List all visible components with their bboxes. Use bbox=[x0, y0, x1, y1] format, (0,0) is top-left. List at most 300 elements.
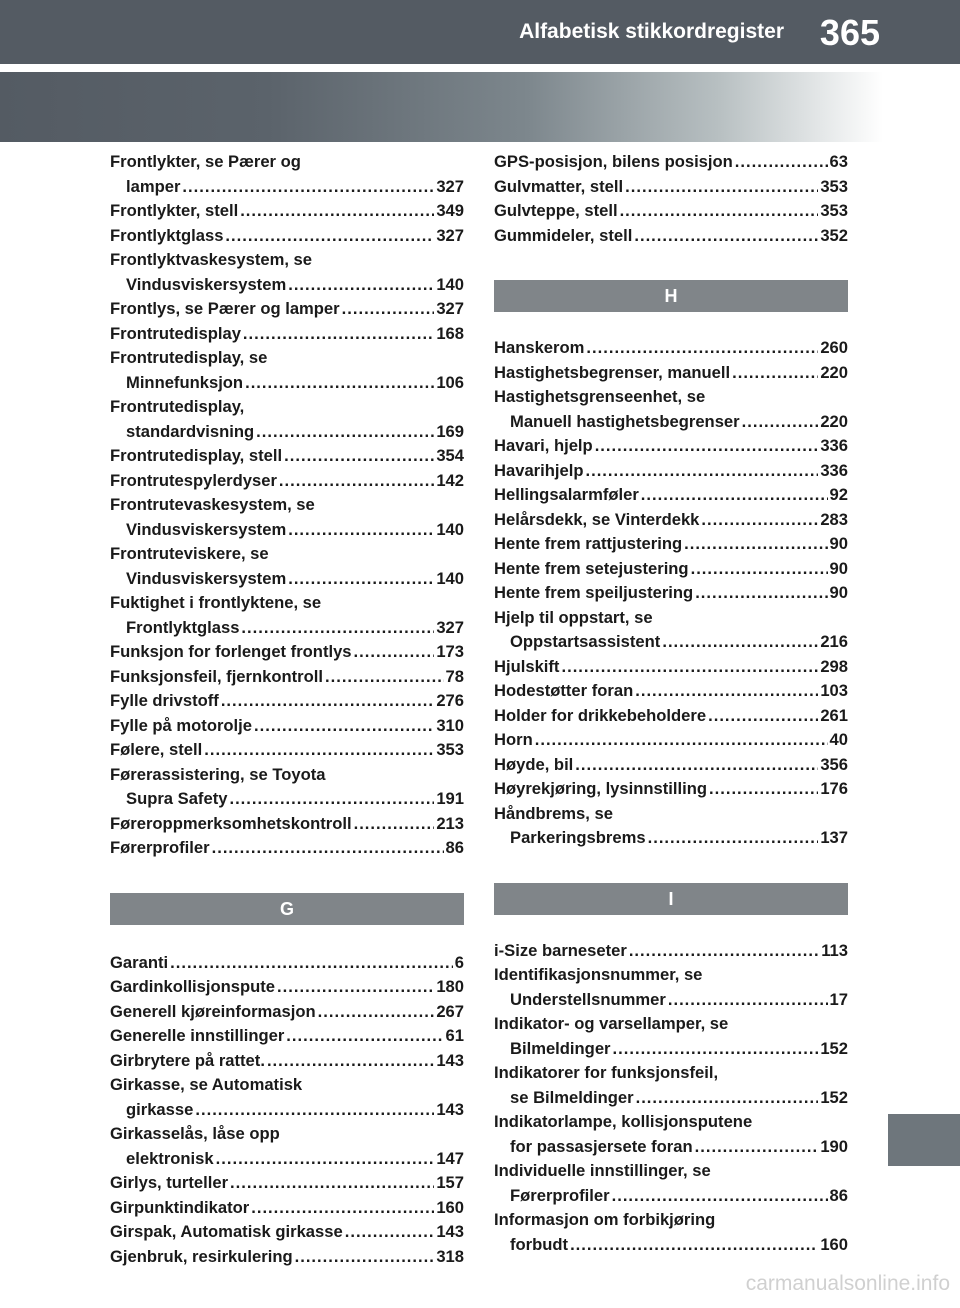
page-reference: 160 bbox=[820, 1234, 848, 1254]
page-reference: 140 bbox=[436, 274, 464, 294]
index-term: for passasjersete foran bbox=[510, 1136, 693, 1156]
index-term: Hastighetsgrenseenhet, se bbox=[494, 387, 706, 406]
page-reference: 336 bbox=[820, 436, 848, 455]
index-entry-line bbox=[494, 777, 848, 802]
index-entry-line bbox=[494, 1061, 848, 1086]
index-entry-line bbox=[110, 542, 464, 567]
index-entry-line bbox=[110, 616, 464, 641]
page-reference: 147 bbox=[436, 1148, 464, 1168]
index-entry-line bbox=[110, 1098, 464, 1123]
index-term: Indikatorlampe, kollisjonsputene bbox=[494, 1112, 753, 1131]
index-entry-line bbox=[494, 802, 848, 827]
index-entry bbox=[110, 542, 464, 591]
index-entry bbox=[494, 224, 848, 249]
index-entry-line bbox=[110, 951, 464, 976]
page-reference: 137 bbox=[820, 828, 848, 847]
dot-leader bbox=[267, 1049, 434, 1074]
index-term: Indikatorer for funksjonsfeil, bbox=[494, 1063, 719, 1082]
index-term: Fylle drivstoff bbox=[110, 691, 219, 710]
index-entry-line bbox=[494, 1110, 848, 1135]
index-term: Havarihjelp bbox=[494, 460, 584, 480]
index-entry-line bbox=[110, 836, 464, 861]
page-reference: 152 bbox=[820, 1087, 848, 1107]
page-reference: 298 bbox=[820, 656, 848, 676]
index-entry-line bbox=[494, 728, 848, 753]
index-term: Hastighetsbegrenser, manuell bbox=[494, 362, 731, 382]
index-entry-line bbox=[110, 1122, 464, 1147]
page-reference: 327 bbox=[436, 176, 464, 196]
index-term: Frontlys, se Pærer og lamper bbox=[110, 299, 340, 318]
dot-leader bbox=[354, 812, 435, 837]
index-entry bbox=[494, 532, 848, 557]
index-entry-line bbox=[110, 1024, 464, 1049]
index-entry-line bbox=[110, 975, 464, 1000]
index-entry bbox=[494, 385, 848, 434]
index-entry-line bbox=[494, 557, 848, 582]
page-reference: 113 bbox=[821, 940, 848, 960]
index-entry-line bbox=[110, 420, 464, 445]
index-entry-line bbox=[494, 963, 848, 988]
index-entry bbox=[110, 469, 464, 494]
index-entry bbox=[110, 1000, 464, 1025]
entry-list-f bbox=[110, 150, 464, 861]
dot-leader bbox=[318, 1000, 435, 1025]
index-entry-line bbox=[494, 826, 848, 851]
index-entry bbox=[110, 322, 464, 347]
page-reference: 220 bbox=[820, 362, 848, 382]
index-term: Manuell hastighetsbegrenser bbox=[510, 411, 740, 431]
index-entry bbox=[494, 459, 848, 484]
index-entry-line bbox=[494, 434, 848, 459]
dot-leader bbox=[634, 224, 818, 249]
index-term: Girpunktindikator bbox=[110, 1197, 250, 1217]
dot-leader bbox=[216, 1147, 435, 1172]
index-term: Indikator- og varsellamper, se bbox=[494, 1014, 729, 1033]
index-entry-line bbox=[494, 1135, 848, 1160]
index-entry-line bbox=[494, 630, 848, 655]
page-reference: 6 bbox=[454, 952, 464, 972]
dot-leader bbox=[345, 1220, 435, 1245]
dot-leader bbox=[535, 728, 828, 753]
index-entry bbox=[494, 150, 848, 175]
index-entry bbox=[494, 728, 848, 753]
index-entry-line bbox=[110, 371, 464, 396]
index-entry bbox=[494, 777, 848, 802]
index-entry-line bbox=[494, 939, 848, 964]
index-entry-line bbox=[110, 714, 464, 739]
index-entry bbox=[110, 1122, 464, 1171]
index-entry bbox=[494, 508, 848, 533]
dot-leader bbox=[586, 336, 818, 361]
index-term: Førerassistering, se Toyota bbox=[110, 764, 326, 784]
dot-leader bbox=[243, 322, 434, 347]
index-term: Girkasselås, låse opp bbox=[110, 1124, 280, 1143]
index-entry bbox=[494, 361, 848, 386]
index-entry-line bbox=[494, 199, 848, 224]
index-entry bbox=[110, 1073, 464, 1122]
index-term: Frontlyktglass bbox=[110, 225, 224, 245]
page-reference: 169 bbox=[436, 421, 464, 441]
index-entry-line bbox=[110, 273, 464, 298]
index-term: Funksjonsfeil, fjernkontroll bbox=[110, 666, 323, 686]
index-term: Høyrekjøring, lysinnstilling bbox=[494, 779, 707, 798]
index-entry-line bbox=[110, 640, 464, 665]
entry-list-i bbox=[494, 939, 848, 1258]
index-entry-line bbox=[494, 532, 848, 557]
index-term: Helårsdekk, se Vinterdekk bbox=[494, 509, 700, 529]
index-entry-line bbox=[110, 322, 464, 347]
index-entry-line bbox=[110, 689, 464, 714]
page-reference: 152 bbox=[820, 1038, 848, 1058]
page-reference: 260 bbox=[820, 338, 848, 357]
index-term: Frontrutevaskesystem, se bbox=[110, 495, 315, 514]
index-entry-line bbox=[494, 175, 848, 200]
page-reference: 310 bbox=[436, 715, 464, 735]
index-entry bbox=[110, 812, 464, 837]
index-entry bbox=[110, 951, 464, 976]
dot-leader bbox=[212, 836, 444, 861]
page-reference: 180 bbox=[436, 977, 464, 996]
page-reference: 90 bbox=[829, 534, 848, 553]
index-entry-line bbox=[110, 1049, 464, 1074]
index-term: i-Size barneseter bbox=[494, 940, 627, 960]
dot-leader bbox=[636, 1086, 819, 1111]
index-term: Føreroppmerksomhetskontroll bbox=[110, 813, 352, 833]
index-entry-line bbox=[494, 704, 848, 729]
dot-leader bbox=[288, 518, 434, 543]
index-term: GPS-posisjon, bilens posisjon bbox=[494, 152, 733, 171]
index-entry-line bbox=[494, 336, 848, 361]
index-term: Frontlykter, se Pærer og bbox=[110, 152, 301, 171]
index-term: Frontlyktglass bbox=[126, 617, 240, 637]
index-term: girkasse bbox=[126, 1099, 194, 1119]
dot-leader bbox=[585, 459, 818, 484]
index-entry bbox=[110, 738, 464, 763]
section-title: Alfabetisk stikkordregister bbox=[519, 20, 784, 43]
dot-leader bbox=[230, 1171, 434, 1196]
index-entry bbox=[110, 248, 464, 297]
index-term: se Bilmeldinger bbox=[510, 1087, 634, 1107]
index-term: Frontrutespylerdyser bbox=[110, 470, 277, 490]
index-entry bbox=[494, 1061, 848, 1110]
index-column-left bbox=[110, 150, 464, 1269]
index-entry-line bbox=[110, 199, 464, 224]
index-entry-line bbox=[494, 679, 848, 704]
page-reference: 86 bbox=[829, 1185, 848, 1205]
index-entry bbox=[494, 199, 848, 224]
index-term: Horn bbox=[494, 730, 533, 749]
index-entry-line bbox=[110, 665, 464, 690]
page-reference: 90 bbox=[829, 558, 848, 578]
index-term: Gulvteppe, stell bbox=[494, 201, 618, 220]
index-term: Garanti bbox=[110, 952, 169, 972]
index-entry-line bbox=[494, 988, 848, 1013]
index-term: Hente frem speiljustering bbox=[494, 583, 694, 602]
page-reference: 61 bbox=[445, 1026, 464, 1045]
index-entry-line bbox=[110, 297, 464, 322]
page-reference: 318 bbox=[436, 1246, 464, 1266]
dot-leader bbox=[695, 1135, 819, 1160]
page-reference: 213 bbox=[436, 813, 464, 833]
index-entry-line bbox=[110, 1147, 464, 1172]
page-reference: 261 bbox=[820, 705, 848, 725]
index-entry-line bbox=[494, 385, 848, 410]
page-reference: 356 bbox=[820, 754, 848, 774]
index-term: Supra Safety bbox=[126, 789, 228, 808]
index-term: Minnefunksjon bbox=[126, 372, 244, 392]
page-reference: 354 bbox=[436, 446, 464, 465]
index-entry-line bbox=[110, 763, 464, 788]
index-entry bbox=[494, 1208, 848, 1257]
dot-leader bbox=[225, 224, 434, 249]
index-term: Informasjon om forbikjøring bbox=[494, 1210, 716, 1229]
index-entry-line bbox=[494, 459, 848, 484]
index-term: Individuelle innstillinger, se bbox=[494, 1161, 711, 1180]
dot-leader bbox=[612, 1184, 828, 1209]
index-term: Bilmeldinger bbox=[510, 1038, 611, 1058]
index-term: Hodestøtter foran bbox=[494, 681, 634, 700]
index-entry-line bbox=[494, 1184, 848, 1209]
page-reference: 103 bbox=[820, 681, 848, 700]
index-term: Vindusviskersystem bbox=[126, 568, 287, 588]
index-entry bbox=[494, 655, 848, 680]
dot-leader bbox=[635, 679, 818, 704]
page-reference: 349 bbox=[436, 201, 464, 220]
index-entry bbox=[494, 336, 848, 361]
dot-leader bbox=[342, 297, 435, 322]
index-entry-line bbox=[494, 1012, 848, 1037]
index-term: Gjenbruk, resirkulering bbox=[110, 1246, 293, 1266]
dot-leader bbox=[641, 483, 828, 508]
index-term: Vindusviskersystem bbox=[126, 519, 287, 539]
index-entry-line bbox=[494, 224, 848, 249]
index-term: Girspak, Automatisk girkasse bbox=[110, 1222, 343, 1241]
index-term: Identifikasjonsnummer, se bbox=[494, 965, 703, 984]
index-entry-line bbox=[494, 1159, 848, 1184]
dot-leader bbox=[625, 175, 818, 200]
index-term: Holder for drikkebeholdere bbox=[494, 705, 707, 725]
index-term: Frontruteviskere, se bbox=[110, 544, 269, 563]
page-reference: 191 bbox=[436, 789, 464, 808]
page-reference: 106 bbox=[436, 372, 464, 392]
page-reference: 143 bbox=[436, 1099, 464, 1119]
decorative-banner bbox=[0, 72, 960, 142]
index-entry-line bbox=[110, 346, 464, 371]
index-entry bbox=[110, 493, 464, 542]
index-term: Hanskerom bbox=[494, 338, 585, 357]
index-entry-line bbox=[494, 1037, 848, 1062]
index-term: Girkasse, se Automatisk bbox=[110, 1075, 303, 1094]
header-bar bbox=[0, 0, 960, 64]
index-term: elektronisk bbox=[126, 1148, 214, 1168]
entry-list-g-continued bbox=[494, 150, 848, 248]
page-reference: 142 bbox=[436, 470, 464, 490]
dot-leader bbox=[284, 444, 434, 469]
index-entry-line bbox=[110, 1171, 464, 1196]
index-entry bbox=[494, 557, 848, 582]
page-reference: 78 bbox=[445, 666, 464, 686]
page-reference: 86 bbox=[445, 838, 464, 857]
index-term: Følere, stell bbox=[110, 740, 203, 759]
index-entry bbox=[110, 1171, 464, 1196]
index-term: Frontrutedisplay, bbox=[110, 397, 245, 416]
index-term: Generell kjøreinformasjon bbox=[110, 1001, 316, 1021]
index-entry bbox=[110, 395, 464, 444]
dot-leader bbox=[354, 640, 435, 665]
index-term: Frontrutedisplay, se bbox=[110, 348, 268, 367]
page-reference: 63 bbox=[829, 152, 848, 171]
index-entry bbox=[494, 1159, 848, 1208]
dot-leader bbox=[742, 410, 819, 435]
index-entry bbox=[494, 581, 848, 606]
index-entry-line bbox=[110, 738, 464, 763]
index-term: Girbrytere på rattet. bbox=[110, 1050, 265, 1070]
dot-leader bbox=[295, 1245, 435, 1270]
index-entry bbox=[494, 434, 848, 459]
index-entry bbox=[494, 483, 848, 508]
dot-leader bbox=[240, 199, 434, 224]
index-term: Parkeringsbrems bbox=[510, 828, 646, 847]
index-entry-line bbox=[110, 567, 464, 592]
index-term: Vindusviskersystem bbox=[126, 274, 287, 294]
entry-list-g bbox=[110, 951, 464, 1270]
index-term: Hente frem setejustering bbox=[494, 558, 689, 578]
index-term: Hente frem rattjustering bbox=[494, 534, 683, 553]
dot-leader bbox=[595, 434, 819, 459]
dot-leader bbox=[708, 704, 818, 729]
page-reference: 352 bbox=[820, 225, 848, 245]
index-entry bbox=[110, 346, 464, 395]
index-term: Førerprofiler bbox=[110, 838, 210, 857]
index-term: Generelle innstillinger bbox=[110, 1026, 285, 1045]
dot-leader bbox=[701, 508, 818, 533]
index-term: Håndbrems, se bbox=[494, 803, 613, 823]
page-reference: 327 bbox=[436, 617, 464, 637]
dot-leader bbox=[256, 420, 434, 445]
section-header-h: H bbox=[494, 280, 848, 312]
page-reference: 336 bbox=[820, 460, 848, 480]
index-entry-line bbox=[494, 1208, 848, 1233]
index-term: Frontlykter, stell bbox=[110, 201, 239, 220]
index-entry-line bbox=[110, 224, 464, 249]
page-reference: 276 bbox=[436, 691, 464, 710]
page-reference: 353 bbox=[820, 176, 848, 196]
dot-leader bbox=[732, 361, 818, 386]
page-reference: 216 bbox=[820, 632, 848, 651]
index-term: Frontlyktvaskesystem, se bbox=[110, 250, 313, 269]
page-reference: 283 bbox=[820, 509, 848, 529]
index-entry-line bbox=[110, 518, 464, 543]
index-entry bbox=[494, 1012, 848, 1061]
page-reference: 143 bbox=[436, 1050, 464, 1070]
index-entry-line bbox=[494, 606, 848, 631]
dot-leader bbox=[575, 753, 818, 778]
index-entry-line bbox=[494, 1086, 848, 1111]
index-term: Frontrutedisplay, stell bbox=[110, 446, 283, 465]
index-entry-line bbox=[494, 508, 848, 533]
index-entry bbox=[494, 175, 848, 200]
index-term: Førerprofiler bbox=[510, 1185, 610, 1205]
index-term: Girlys, turteller bbox=[110, 1173, 229, 1192]
index-entry-line bbox=[110, 493, 464, 518]
page-reference: 168 bbox=[436, 323, 464, 343]
index-entry bbox=[494, 753, 848, 778]
index-entry bbox=[110, 665, 464, 690]
dot-leader bbox=[695, 581, 827, 606]
dot-leader bbox=[195, 1098, 434, 1123]
index-term: forbudt bbox=[510, 1234, 569, 1254]
index-entry-line bbox=[110, 787, 464, 812]
page-reference: 220 bbox=[820, 411, 848, 431]
index-entry-line bbox=[494, 1233, 848, 1258]
index-entry-line bbox=[110, 1220, 464, 1245]
page-reference: 327 bbox=[436, 225, 464, 245]
index-entry-line bbox=[110, 444, 464, 469]
dot-leader bbox=[279, 469, 434, 494]
index-entry bbox=[110, 689, 464, 714]
index-entry bbox=[110, 1196, 464, 1221]
index-term: Gardinkollisjonspute bbox=[110, 977, 276, 996]
index-term: lamper bbox=[126, 176, 181, 196]
index-entry bbox=[110, 1245, 464, 1270]
page-reference: 353 bbox=[436, 740, 464, 759]
page-reference: 176 bbox=[820, 779, 848, 798]
dot-leader bbox=[245, 371, 434, 396]
dot-leader bbox=[570, 1233, 818, 1258]
index-entry-line bbox=[110, 1245, 464, 1270]
index-entry bbox=[110, 591, 464, 640]
index-entry bbox=[494, 606, 848, 655]
dot-leader bbox=[182, 175, 434, 200]
index-term: Gummideler, stell bbox=[494, 225, 633, 245]
index-entry-line bbox=[110, 591, 464, 616]
index-entry-line bbox=[110, 248, 464, 273]
dot-leader bbox=[204, 738, 434, 763]
index-term: Frontrutedisplay bbox=[110, 323, 241, 343]
page-reference: 353 bbox=[820, 201, 848, 220]
index-entry bbox=[110, 1049, 464, 1074]
watermark: carmanualsonline.info bbox=[745, 1272, 950, 1295]
dot-leader bbox=[288, 273, 434, 298]
index-entry bbox=[110, 1220, 464, 1245]
dot-leader bbox=[561, 655, 818, 680]
index-entry bbox=[494, 1110, 848, 1159]
dot-leader bbox=[684, 532, 827, 557]
page-reference: 160 bbox=[436, 1197, 464, 1217]
index-term: Gulvmatter, stell bbox=[494, 176, 624, 196]
dot-leader bbox=[735, 150, 828, 175]
index-term: Hjulskift bbox=[494, 656, 560, 676]
dot-leader bbox=[325, 665, 444, 690]
section-header-g: G bbox=[110, 893, 464, 925]
index-entry-line bbox=[110, 175, 464, 200]
index-entry bbox=[110, 297, 464, 322]
index-entry bbox=[110, 1024, 464, 1049]
page-reference: 92 bbox=[829, 485, 848, 504]
index-term: Høyde, bil bbox=[494, 754, 574, 774]
dot-leader bbox=[620, 199, 819, 224]
page-reference: 140 bbox=[436, 568, 464, 588]
index-entry bbox=[110, 763, 464, 812]
dot-leader bbox=[709, 777, 818, 802]
dot-leader bbox=[691, 557, 828, 582]
index-entry bbox=[110, 444, 464, 469]
page-reference: 40 bbox=[829, 730, 848, 749]
index-term: Funksjon for forlenget frontlys bbox=[110, 642, 352, 661]
page-reference: 17 bbox=[829, 989, 848, 1009]
index-term: standardvisning bbox=[126, 421, 255, 441]
page-reference: 157 bbox=[436, 1173, 464, 1192]
